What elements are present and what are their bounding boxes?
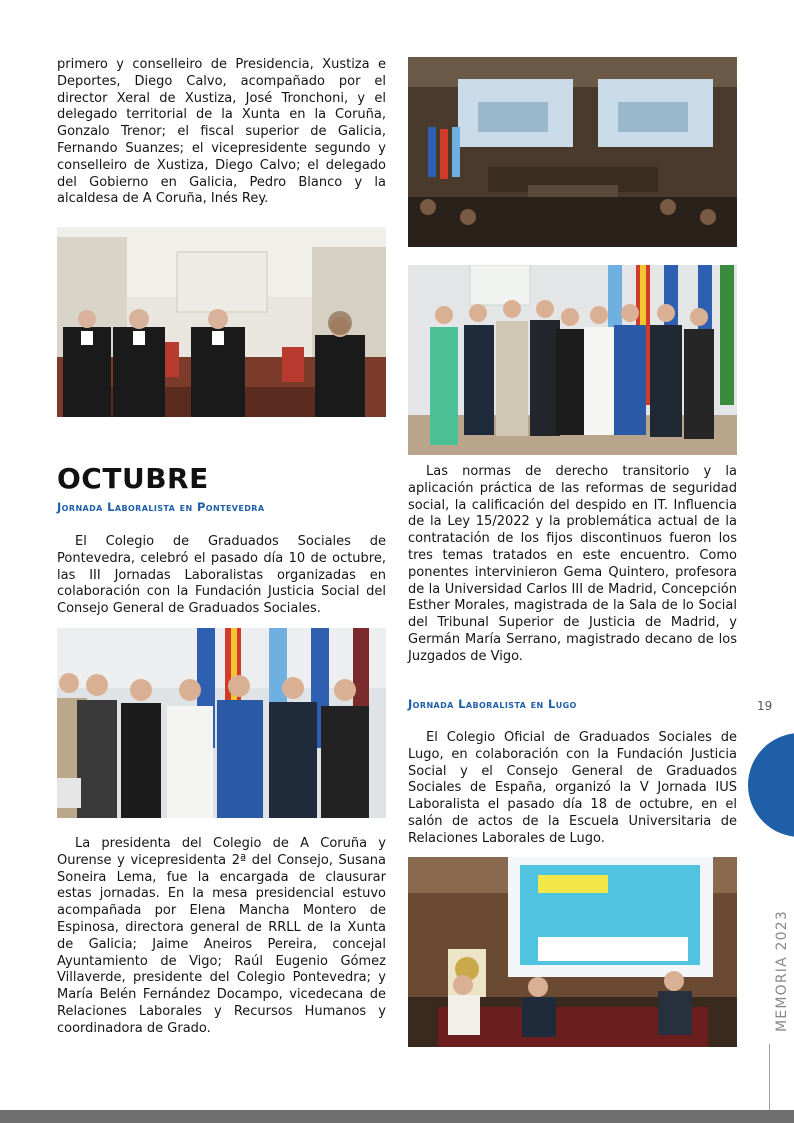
clausura-block: [57, 836, 386, 1038]
lugo-block: [408, 730, 737, 848]
speakers-group-image: [408, 265, 737, 455]
intro-paragraph: primero y conselleiro de Presidencia, Xustiza e Deportes, Diego Calvo, acompañado por el director Xeral de Xustiza, José Tronchoni, y el delegado territorial de la Xunta en la Coruña, Gonzalo Trenor; el fiscal superior de Galicia, Fernando Suanzes; el vicepresidente segundo y conselleiro de Xustiza, Diego Calvo; el delegado del Gobierno en Galicia, Pedro Blanco y la alcaldesa de A Coruña, Inés Rey.: [57, 57, 386, 207]
sidebar-divider: [769, 1044, 770, 1110]
pontevedra-block: [57, 534, 386, 618]
pontevedra-group-image: [57, 628, 386, 818]
auditorium-image: [408, 57, 737, 247]
paragraph-clausura: La presidenta del Colegio de A Coruña y Ourense y vicepresidenta 2ª del Consejo, Susana Soneira Lema, fue la encargada de clausurar estas jornadas. En la mesa presidencial estuvo acompañada por Elena Mancha Montero de Espinosa, directora general de RRLL de la Xunta de Galicia; Jaime Aneiros Pereira, concejal Ayuntamiento de Vigo; Raúl Eugenio Gómez Villaverde, presidente del Colegio Pontevedra; y María Belén Fernández Docampo, vicedecana de Relaciones Laborales y Recursos Humanos y coordinadora de Grado.: [57, 836, 386, 1036]
intro-block: [57, 57, 386, 208]
photo-lugo-jornada: [408, 857, 737, 1047]
photo-speakers-group: [408, 265, 737, 455]
lugo-jornada-image: [408, 857, 737, 1047]
page-number: 19: [757, 699, 773, 713]
memoria-label: MEMORIA 2023: [774, 910, 790, 1032]
decorative-circle: [748, 733, 794, 837]
magistrates-image: [57, 227, 386, 417]
photo-pontevedra-group: [57, 628, 386, 818]
photo-auditorium: [408, 57, 737, 247]
paragraph-normas: Las normas de derecho transitorio y la aplicación práctica de las reformas de seguridad social, la calificación del despido en IT. Influencia de la Ley 15/2022 y la problemática actual de la contratación de los fijos discontinuos fueron los tres temas tratados en este encuentro. Como ponentes intervinieron Gema Quintero, profesora de la Universidad Carlos III de Madrid, Concepción Esther Morales, magistrada de la Sala de lo Social del Tribunal Superior de Justicia de Madrid, y Germán María Serrano, magistrado decano de los Juzgados de Vigo.: [408, 464, 737, 664]
subheading-lugo: Jornada Laboralista en Lugo: [408, 697, 577, 711]
photo-magistrates: [57, 227, 386, 417]
month-heading: OCTUBRE: [57, 462, 209, 495]
paragraph-pontevedra: El Colegio de Graduados Sociales de Pontevedra, celebró el pasado día 10 de octubre, las III Jornadas Laboralistas organizadas en colaboración con la Fundación Justicia Social del Consejo General de Graduados Sociales.: [57, 534, 386, 617]
footer-bar: [0, 1110, 794, 1123]
normas-block: [408, 464, 737, 666]
paragraph-lugo: El Colegio Oficial de Graduados Sociales de Lugo, en colaboración con la Fundación Justicia Social y el Consejo General de Graduados Sociales de España, organizó la V Jornada IUS Laboralista el pasado día 18 de octubre, en el salón de actos de la Escuela Universitaria de Relaciones Laborales de Lugo.: [408, 730, 737, 846]
subheading-pontevedra: Jornada Laboralista en Pontevedra: [57, 500, 265, 514]
